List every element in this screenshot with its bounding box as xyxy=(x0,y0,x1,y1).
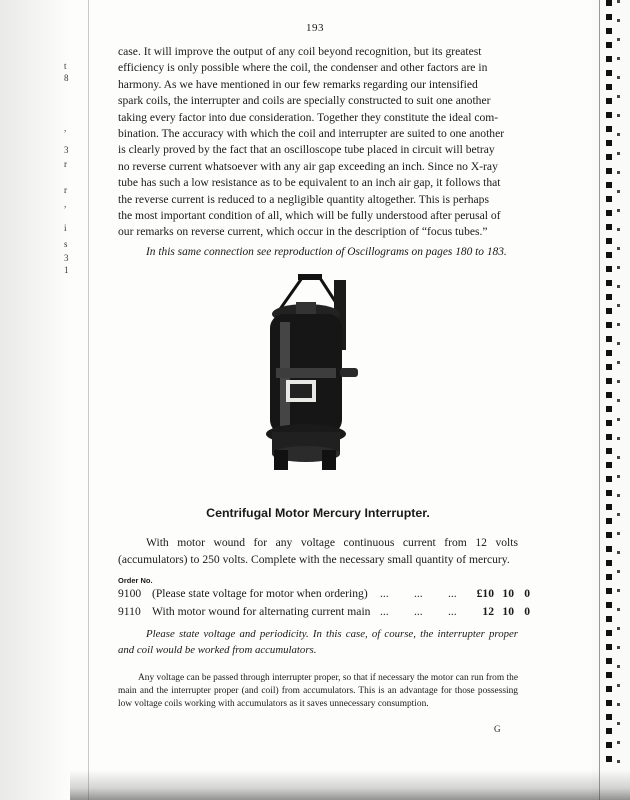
body-line: no reverse current whatsoever with any air gap exceeding an inch. Since no X-ray xyxy=(118,159,498,173)
body-band xyxy=(276,368,336,378)
margin-letter: , xyxy=(64,199,67,209)
connection-note: In this same connection see reproduction of Oscillograms on pages 180 to 183. xyxy=(146,246,507,258)
window-mechanism xyxy=(290,384,312,398)
foot-right xyxy=(322,450,336,470)
order-row xyxy=(118,604,530,620)
body-line: harmony. As we have mentioned in our few remarks regarding our intensified xyxy=(118,77,478,91)
top-knob xyxy=(296,302,316,314)
body-line: our remarks on reverse current, which occur in the description of “focus tubes.” xyxy=(118,225,488,239)
order-row xyxy=(118,586,530,602)
binding-gutter xyxy=(0,0,70,800)
body-line: taking every factor into due consideration. Together they constitute the ideal com- xyxy=(118,110,499,124)
body-line: bination. The accuracy with which the coil and interrupter are suited to one another xyxy=(118,127,505,141)
leader-dots: ... xyxy=(414,605,423,618)
margin-letter: , xyxy=(64,123,67,133)
product-description: With motor wound for any voltage continuous current from 12 volts (accumulators) to 250 volts. Complete with the necessary small quantity of mercury. xyxy=(118,536,518,566)
signature-mark: G xyxy=(494,724,501,734)
margin-letter: i xyxy=(64,223,67,233)
page-edge xyxy=(592,0,630,800)
leader-dots: ... xyxy=(380,605,389,618)
price-pence: 0 xyxy=(524,605,530,618)
body-line: the most important condition of all, which will be fully understood after perusal of xyxy=(118,209,501,223)
body-line: the reverse current is reduced to a negligible quantity altogether. This is perhaps xyxy=(118,192,489,206)
interrupter-illustration xyxy=(250,272,370,482)
margin-letter: 3 xyxy=(64,145,69,155)
price-shillings: 10 xyxy=(502,605,514,618)
body-line: case. It will improve the output of any coil beyond recognition, but its greatest xyxy=(118,45,482,58)
scan-shadow xyxy=(70,770,630,800)
margin-letter: s xyxy=(64,239,68,249)
order-item: With motor wound for alternating current main xyxy=(152,605,371,618)
edge-rule xyxy=(599,0,600,800)
figure-caption: Centrifugal Motor Mercury Interrupter. xyxy=(206,506,430,520)
margin-letter: 8 xyxy=(64,73,69,83)
price-pounds: 12 xyxy=(482,605,494,618)
order-number: 9100 xyxy=(118,587,142,600)
price-shillings: 10 xyxy=(502,587,514,600)
order-item: (Please state voltage for motor when ordering) xyxy=(152,587,368,600)
margin-letter: t xyxy=(64,61,67,71)
body-paragraph xyxy=(118,44,518,241)
voltage-periodicity-note: Please state voltage and periodicity. In this case, of course, the interrupter proper and coil would be worked from accumulators. xyxy=(118,628,518,656)
side-terminal xyxy=(340,368,358,377)
leader-dots: ... xyxy=(380,587,389,600)
bracket-top xyxy=(298,274,322,280)
page-number: 193 xyxy=(306,22,324,34)
leader-dots: ... xyxy=(448,605,457,618)
price-pounds: £10 xyxy=(476,587,494,600)
body-line: spark coils, the interrupter and coils are specially constructed to suit one another xyxy=(118,94,491,108)
interrupter-drawing xyxy=(250,272,370,482)
body-line: efficiency is only possible where the coil, the condenser and other factors are in xyxy=(118,61,488,75)
margin-letter: 1 xyxy=(64,265,69,275)
order-number: 9110 xyxy=(118,605,141,618)
leader-dots: ... xyxy=(414,587,423,600)
body-line: tube has such a low resistance as to be equivalent to an inch air gap, it follows that xyxy=(118,176,501,190)
leader-dots: ... xyxy=(448,587,457,600)
order-number-label: Order No. xyxy=(118,576,153,585)
edge-tick-marks xyxy=(606,0,612,770)
margin-letter: r xyxy=(64,185,67,195)
margin-letter: r xyxy=(64,159,67,169)
gutter-rule xyxy=(88,0,89,800)
voltage-footnote: Any voltage can be passed through interrupter proper, so that if necessary the motor can run from the main and the interrupter proper (and coil) from accumulators. This is an advantage for those possessing low voltage coils working with accumulators as it saves unnecessary consumption. xyxy=(118,673,518,709)
margin-letter: 3 xyxy=(64,253,69,263)
body-line: is clearly proved by the fact that an oscilloscope tube placed in circuit will betray xyxy=(118,143,495,157)
foot-left xyxy=(274,450,288,470)
edge-tick-marks-secondary xyxy=(617,0,620,770)
price-pence: 0 xyxy=(524,587,530,600)
